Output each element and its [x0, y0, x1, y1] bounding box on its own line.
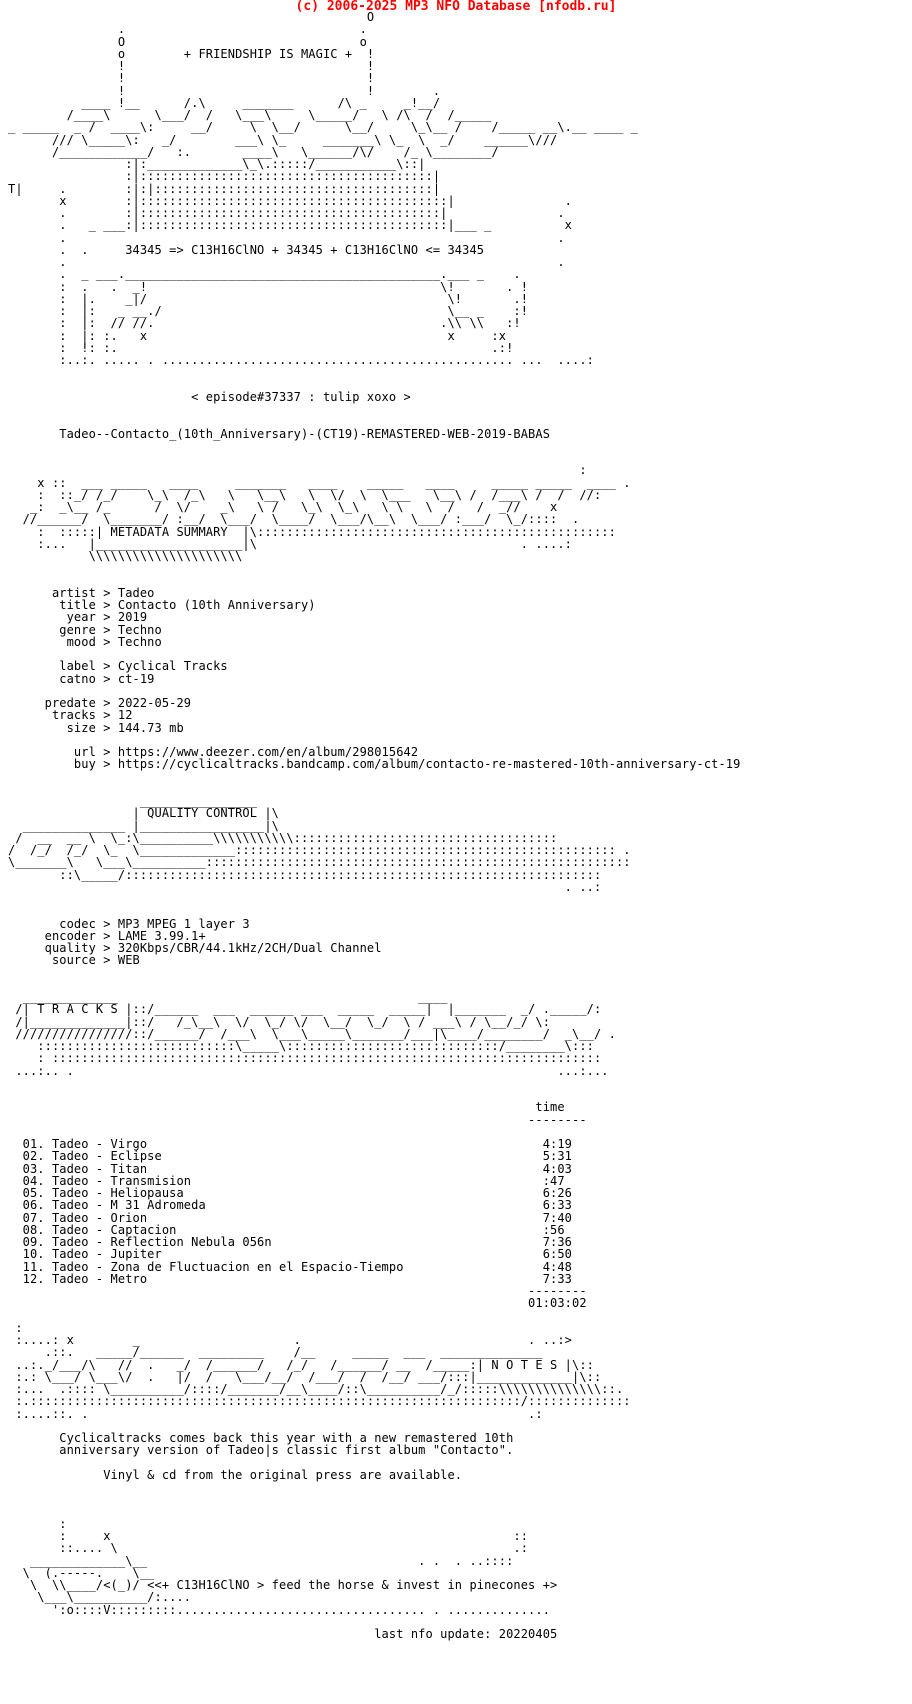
nfo-line: _ _____ _ / ____\: __/ \ \__/ \__/ \_\__ / /_____ __\.__ ____ _ [8, 120, 638, 135]
nfo-line: T| . :|:|::::::::::::::::::::::::::::::::::::::| [8, 181, 441, 196]
nfo-line: x :: ___ _____ ____ _______ ____ _____ ____ _____ _____ ____ . [8, 475, 631, 490]
nfo-line: 06. Tadeo - M 31 Adromeda 6:33 [8, 1198, 572, 1213]
nfo-line: _____________\__ . . . ..:::: [8, 1553, 514, 1568]
nfo-line: . _ ___:|::::::::::::::::::::::::::::::::::::::::::|___ _ x [8, 218, 572, 233]
nfo-line: source > WEB [8, 953, 140, 968]
nfo-line: codec > MP3 MPEG 1 layer 3 [8, 916, 250, 931]
nfo-line: mood > Techno [8, 634, 162, 649]
nfo-line: : :::::| METADATA SUMMARY |\::::::::::::::::::::::::::::::::::::::::::::::::: [8, 524, 624, 539]
nfo-line: 05. Tadeo - Heliopausa 6:26 [8, 1186, 572, 1200]
nfo-line: < episode#37337 : tulip xoxo > [8, 389, 411, 404]
nfo-line: /| T R A C K S |::/______ ___ ______ ___ _____ _____| |_______ _/ ._____/: [8, 1002, 602, 1017]
nfo-line: -------- [8, 1112, 587, 1127]
nfo-line: ________________ [8, 794, 258, 808]
nfo-line: 12. Tadeo - Metro 7:33 [8, 1271, 572, 1286]
nfo-line: _: _\__ /_ / \/ _\ \ / \_\ \_\ \ \ \ / / _// x [8, 500, 558, 514]
nfo-line: 04. Tadeo - Transmision :47 [8, 1173, 565, 1188]
nfo-line: artist > Tadeo [8, 585, 155, 600]
nfo-line: /____________/ :. ____\ \______/\/ /_ \________/ [8, 144, 499, 159]
nfo-line: 01:03:02 [8, 1296, 587, 1311]
nfo-line: : |: _ __./ \__ _ :! [8, 304, 536, 318]
nfo-line: url > https://www.deezer.com/en/album/298015642 [8, 745, 419, 759]
nfo-line: ::\_____/::::::::::::::::::::::::::::::::::::::::::::::::::::::::::::::::: [8, 867, 602, 882]
nfo-line: ':o::::V:::::::::.................................. . .............. [8, 1602, 551, 1617]
nfo-line: : |: // //. .\\ \\ :! [8, 316, 529, 331]
nfo-line: :... .:::: \__________/::::/_______/__\____/::\__________/_/:::::\\\\\\\\\\\\\\::. [8, 1382, 624, 1396]
nfo-line: . . [8, 230, 565, 245]
nfo-line: \_______\ \___\__________:::::::::::::::::::::::::::::::::::::::::::::::::::::::::: [8, 855, 631, 870]
nfo-line: \ (.-----. \__ [8, 1565, 155, 1580]
nfo-line: ! ! . [8, 83, 441, 98]
nfo-line: _____________ ____ [8, 990, 448, 1004]
nfo-line: . ..: [8, 879, 602, 894]
nfo-line: / __ __ \ \_:\__________\\\\\\\\\\\:::::::::::::::::::::::::::::::::::: [8, 830, 558, 845]
nfo-line: \___\__________/:.... [8, 1590, 192, 1605]
nfo-line: . _ ___.___________________________________________.___ _ . [8, 267, 521, 282]
nfo-text [0, 11, 740, 1640]
nfo-line: :|::::::::::::::::::::::::::::::::::::::::| [8, 169, 441, 184]
nfo-line: x :|::::::::::::::::::::::::::::::::::::::::::| . [8, 193, 572, 208]
nfo-line: ! ! [8, 71, 375, 86]
nfo-line: buy > https://cyclicaltracks.bandcamp.com/album/contacto-re-mastered-10th-anniversary-ct-19 [8, 757, 741, 772]
nfo-line: :... |____________________|\ . ....: [8, 536, 572, 551]
nfo-line: :....: x _ . . ..:> [8, 1333, 572, 1347]
nfo-line: ..:._/___/\ // . _/ /______/ /_/ /______/ __ /_____:| N O T E S |\:: [8, 1357, 594, 1372]
nfo-line: O o [8, 34, 367, 49]
nfo-line: :.:::::::::::::::::::::::::::::::::::::::::::::::::::::::::::::::::::/:::::::::::::: [8, 1394, 631, 1409]
nfo-line: :....::. . .: [8, 1406, 543, 1421]
nfo-line: tracks > 12 [8, 708, 133, 723]
nfo-line: : [8, 1516, 67, 1531]
nfo-line: Tadeo--Contacto_(10th_Anniversary)-(CT19)-REMASTERED-WEB-2019-BABAS [8, 426, 551, 441]
nfo-line: catno > ct-19 [8, 671, 155, 686]
nfo-line: :..:. ..... . ................................................ ... ....: [8, 353, 594, 367]
nfo-line: 11. Tadeo - Zona de Fluctuacion en el Espacio-Tiempo 4:48 [8, 1259, 572, 1274]
nfo-line: ...:.. . ...:... [8, 1063, 609, 1078]
copyright-header: (c) 2006-2025 MP3 NFO Database [nfodb.ru] [295, 0, 617, 14]
nfo-line: year > 2019 [8, 610, 148, 625]
nfo-line: : [8, 463, 587, 478]
nfo-line: . . 34345 => C13H16ClNO + 34345 + C13H16ClNO <= 34345 [8, 242, 485, 257]
nfo-line: : ::::::::::::::::::::::::::::::::::::::::::::::::::::::::::::::::::::::::::: [8, 1051, 602, 1066]
nfo-line: \ \\____/<(_)/ <<+ C13H16ClNO > feed the horse & invest in pinecones +> [8, 1578, 558, 1592]
nfo-line: : x :: [8, 1529, 529, 1543]
nfo-line: time [8, 1100, 565, 1115]
nfo-line: | QUALITY CONTROL |\ [8, 806, 280, 821]
nfo-line: ////////////////::/______/ /___\ \___\_____\_______/___|\____/________/ _\__/ . [8, 1026, 616, 1041]
nfo-line: O [8, 10, 375, 24]
nfo-line: predate > 2022-05-29 [8, 696, 192, 710]
nfo-line: \\\\\\\\\\\\\\\\\\\\\ [8, 549, 243, 563]
nfo-line: encoder > LAME 3.99.1+ [8, 928, 206, 943]
nfo-line: ______________ |_________________|\ [8, 818, 280, 833]
nfo-line: .::. _____/______ _________ /__ _____ ___ ______________ [8, 1345, 543, 1360]
nfo-line: . . [8, 22, 367, 37]
nfo-line: 02. Tadeo - Eclipse 5:31 [8, 1149, 572, 1164]
nfo-line: : ::_/ /_/ \_\ /_\ \ \__\ \ \/ \ \___ \__\ / /___\ / / //: [8, 487, 602, 502]
nfo-line: Vinyl & cd from the original press are available. [8, 1467, 463, 1482]
nfo-line: 07. Tadeo - Orion 7:40 [8, 1210, 572, 1225]
nfo-line: title > Contacto (10th Anniversary) [8, 598, 316, 612]
nfo-line: label > Cyclical Tracks [8, 659, 228, 674]
nfo-line: anniversary version of Tadeo|s classic first album "Contacto". [8, 1443, 514, 1458]
nfo-line: : |: :. x x :x [8, 328, 514, 343]
nfo-line: :.: \___/ \___\/ . |/ / \___/__/ /___/ / /__/ ___/:::|_____________|\:: [8, 1369, 602, 1384]
nfo-line: /|_____________|::/ /_\__\ \/ \_/ \/ \__/ \_/ \ / ___\ / \__/_/ \: [8, 1014, 551, 1029]
nfo-line: : . . _! \! . ! [8, 279, 536, 294]
nfo-line: ____ !__ /.\ _______ /\ _ _!__/ [8, 95, 441, 110]
nfo-line: //______/ \_______/ :__/ \___/ \____/ \___/\__\ \___/ :___/ \_/:::: . [8, 512, 580, 527]
nfo-line: last nfo update: 20220405 [8, 1627, 558, 1641]
nfo-line: size > 144.73 mb [8, 720, 184, 735]
nfo-line: . . [8, 255, 565, 269]
nfo-line: /____\ \___/ / \___\ \_____/ \ /\ / /_____ [8, 108, 492, 122]
nfo-line: . :|:::::::::::::::::::::::::::::::::::::::::| . [8, 206, 565, 220]
nfo-line: /// \_____\: _/ ___\ \_ _______\ \_ \ _/ ______\/// [8, 132, 558, 147]
nfo-line: / /_/ /_/ \_ \_____________:::::::::::::::::::::::::::::::::::::::::::::::::::: . [8, 843, 631, 857]
nfo-line: -------- [8, 1284, 587, 1298]
nfo-line: : !: :. .:! [8, 340, 521, 355]
nfo-line: :::::::::::::::::::::::::::\_____\:::::::::::::::::::::::::::::/________\::: [8, 1039, 594, 1053]
nfo-line: o + FRIENDSHIP IS MAGIC + ! [8, 46, 375, 61]
nfo-line: 01. Tadeo - Virgo 4:19 [8, 1137, 572, 1151]
nfo-line: genre > Techno [8, 622, 162, 637]
nfo-line: quality > 320Kbps/CBR/44.1kHz/2CH/Dual Channel [8, 941, 382, 955]
nfo-line: ! ! [8, 59, 375, 73]
nfo-line: :|:_____________\_\.:::::/___________\::| [8, 157, 426, 171]
nfo-line: : [8, 1320, 23, 1335]
nfo-line: 08. Tadeo - Captacion :56 [8, 1222, 565, 1237]
nfo-line: 09. Tadeo - Reflection Nebula 056n 7:36 [8, 1235, 572, 1249]
nfo-line: 03. Tadeo - Titan 4:03 [8, 1161, 572, 1176]
nfo-line: 10. Tadeo - Jupiter 6:50 [8, 1247, 572, 1262]
nfo-line: Cyclicaltracks comes back this year with a new remastered 10th [8, 1431, 514, 1445]
nfo-line: : |. _|/ \! .! [8, 291, 536, 306]
nfo-line: ::.... \ .: [8, 1541, 529, 1556]
